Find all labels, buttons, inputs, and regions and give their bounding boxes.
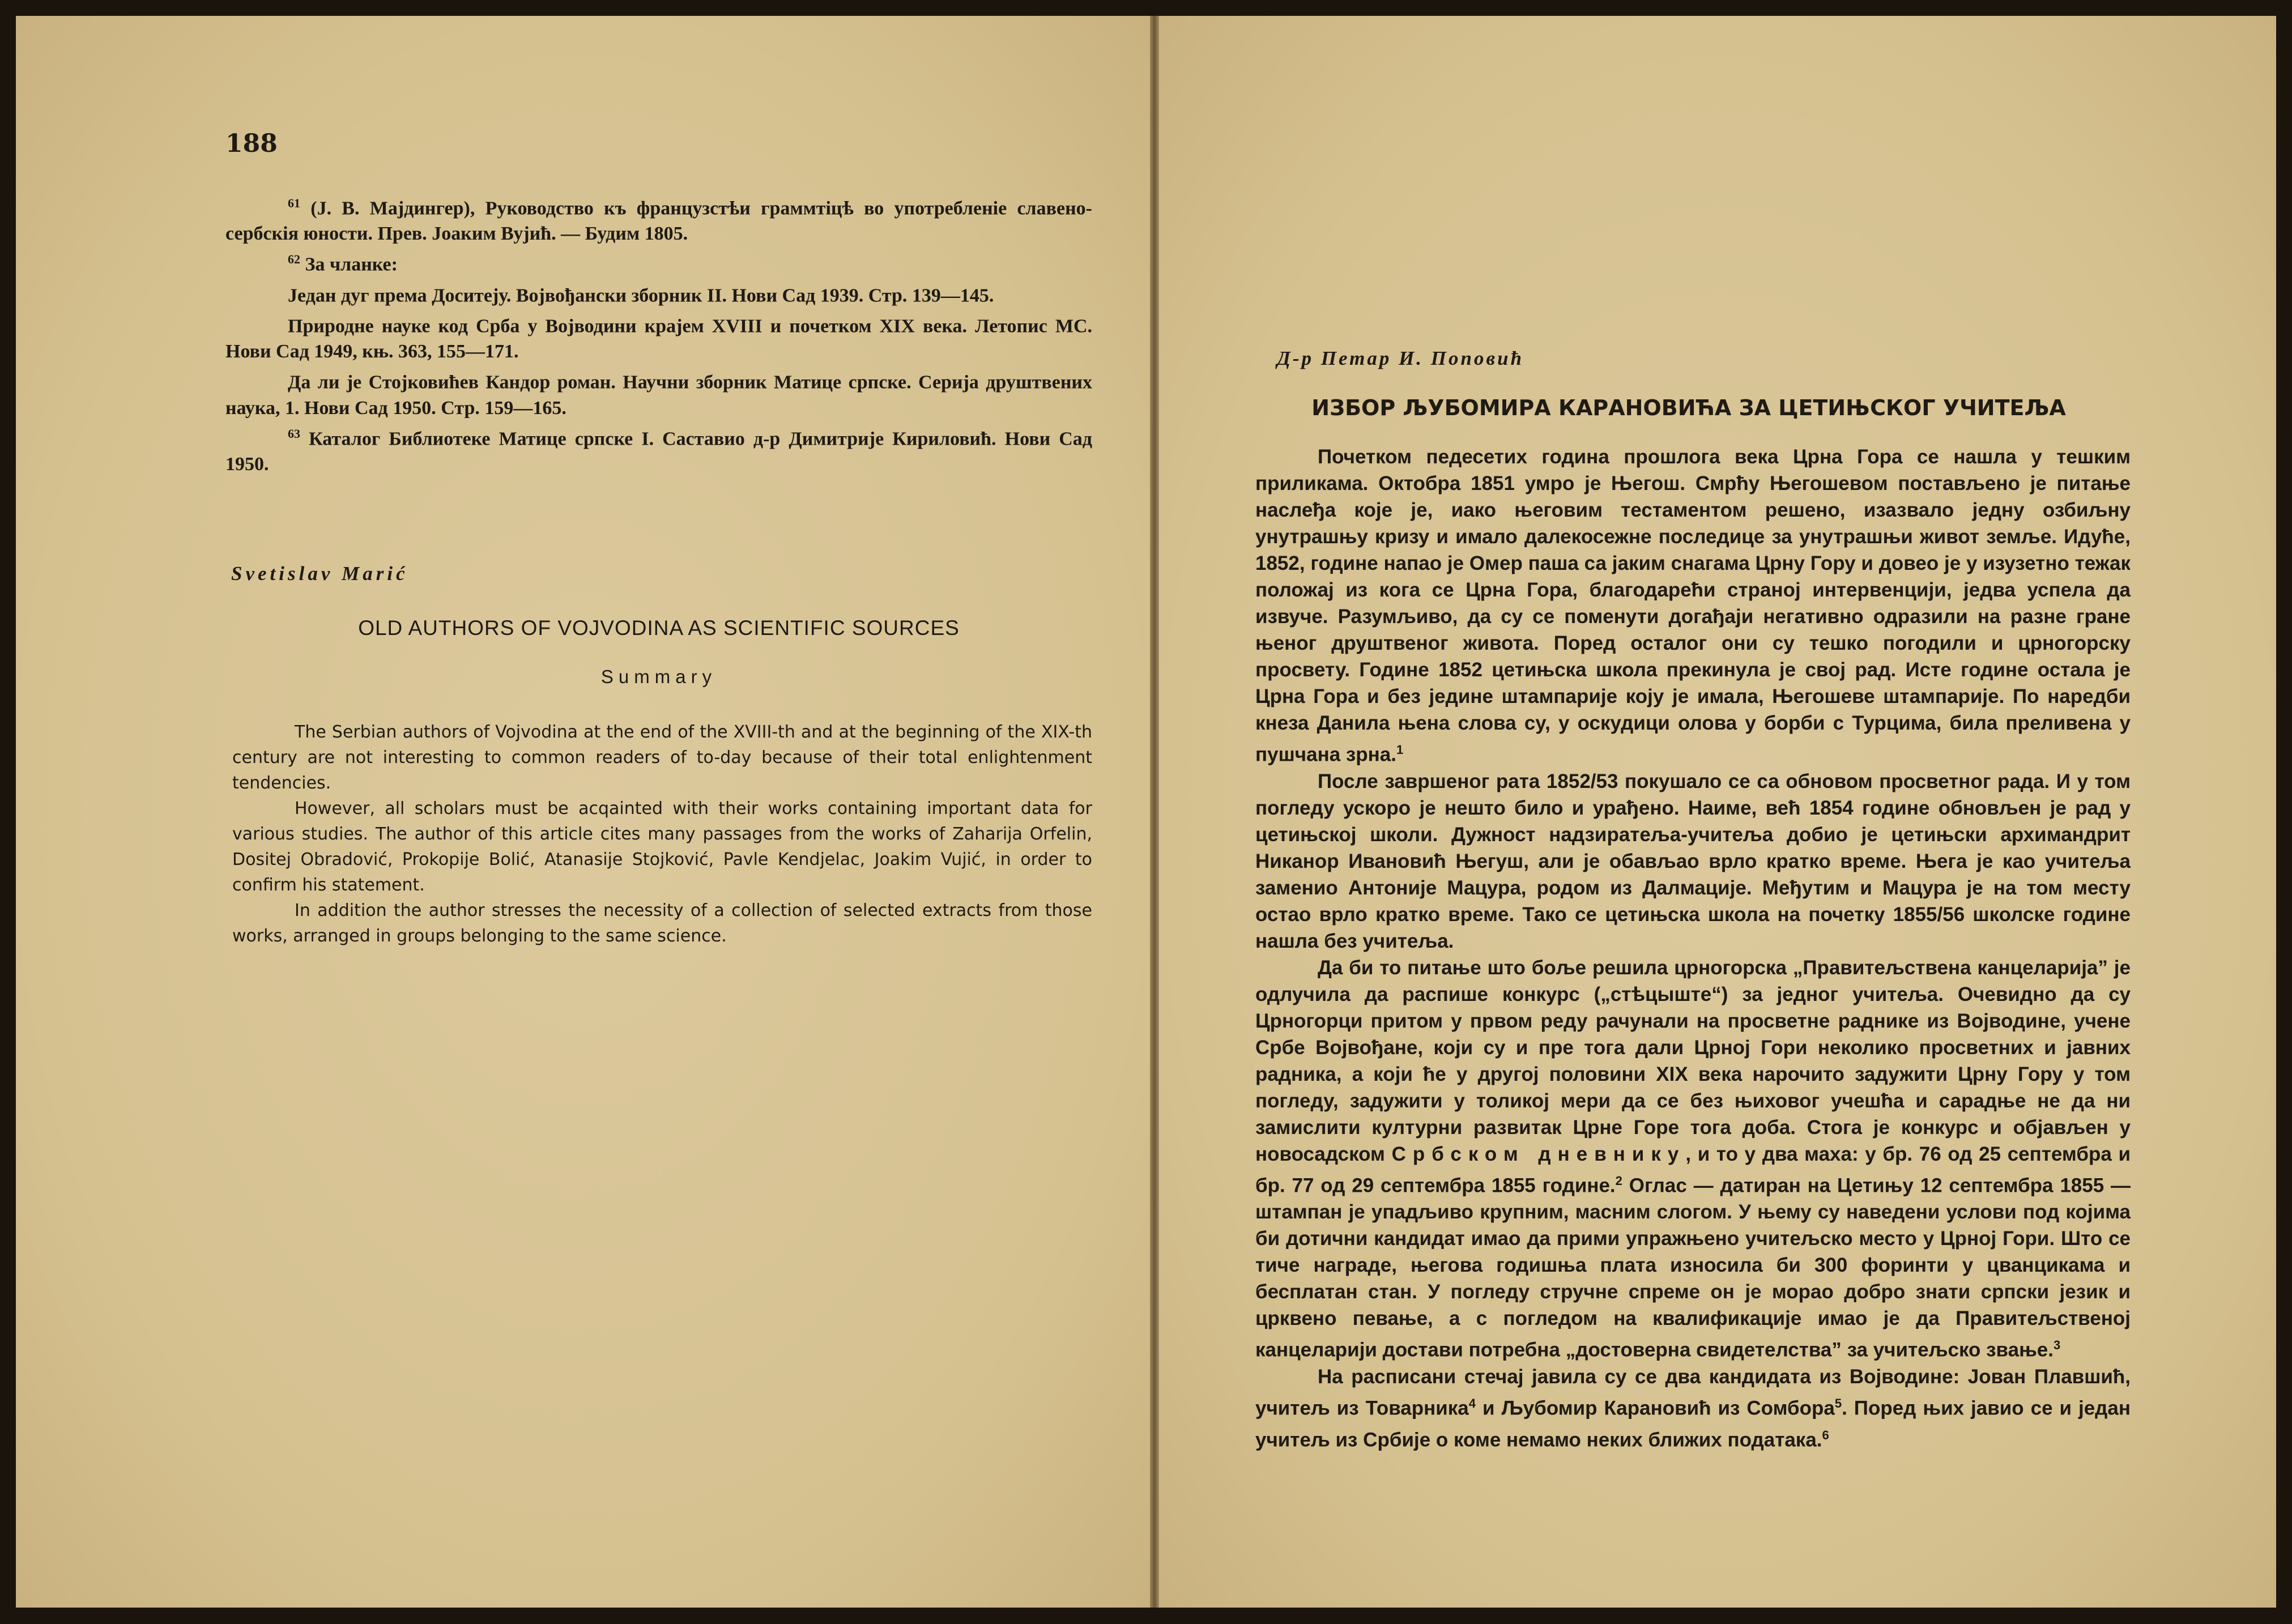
footnote-mark: 63 [288, 426, 300, 441]
summary-text [232, 719, 1092, 949]
paragraph-text: Да би то питање што боље решила црногорска „Правитељствена канцеларија” је одлучила да распише конкурс ( [1255, 956, 2131, 1005]
footnotes [225, 190, 1092, 477]
footnote-text: За чланке: [300, 254, 398, 275]
book-gutter [1150, 16, 1159, 1608]
body-paragraph [1255, 444, 2131, 768]
footnote-ref: 4 [1468, 1396, 1476, 1410]
body-paragraph: После завршеног рата 1852/53 покушало се са обновом просветног рада. И у том погледу ускоро је нешто било и урађено. Наиме, већ 1854 године обновљен је рад у цетињској школи. Дужност надзиратеља-учитеља добио је цетињски архимандрит Никанор Ивановић Његуш, али је обављао врло кратко време. Њега је као учитеља заменио Антоније Мацура, родом из Далмације. Међутим и Мацура је на том месту остао врло кратко време. Тако се цетињска школа на почетку 1855/56 школске године нашла без учитеља. [1255, 770, 2131, 952]
footnote-text: Каталог Библиотеке Матице српске I. Саставио д-р Димитрије Кириловић. Нови Сад 1950. [225, 428, 1092, 475]
summary-author: Svetislav Marić [231, 562, 408, 585]
footnote-text: Један дуг према Доситеју. Војвођански зборник II. Нови Сад 1939. Стр. 139—145. [288, 284, 994, 306]
paragraph-text: ) за једног учитеља. Очевидно да су Црногорци притом у првом реду рачунали на просветне раднике из Војводине, учене Србе Војвођане, који су и пре тога дали Црној Гори неколико просветних и јавних радника, а који ће у другој половини XIX века нарочито задужити Црну Гору у том погледу, задужити у толикој мери да се без њиховог учешћа и сарадње не да ни замислити културни развитак Црне Горе тога доба. Стога је конкурс и објављен у новосадском [1255, 983, 2131, 1165]
footnote [225, 190, 1092, 246]
footnote [225, 278, 1092, 308]
summary-paragraph: In addition the author stresses the necessity of a collection of selected extracts from those works, arranged in groups belonging to the same science. [232, 901, 1092, 946]
body-paragraph [1255, 954, 2131, 1363]
footnote [225, 308, 1092, 364]
quoted-word: „стѣцыште“ [1600, 983, 1722, 1005]
summary-paragraph: The Serbian authors of Vojvodina at the end of the XVIII-th and at the beginning of the XIX-th century are not interesting to common readers of to-day because of their total enlightenment tendencies. [232, 722, 1092, 793]
left-page [16, 16, 1150, 1608]
paragraph-text: Оглас — датиран на Цетињу 12 септембра 1855 — штампан је упадљиво крупним, масним слогом. У њему су наведени услови под којима би дотични кандидат имао да прими упражњено учитељско место у Црној Гори. Што се тиче награде, његова годишња плата износила би 300 форинти у цванцикама и бесплатан стан. У погледу стручне спреме он је морао добро знати српски језик и црквено певање, а с погледом на квалификације имао је да Правитељственој канцеларији достави потребна „достоверна свидетелства” за учитељско звање. [1255, 1174, 2131, 1361]
summary-paragraph: However, all scholars must be acqainted with their works containing important data for various studies. The author of this article cites many passages from the works of Zaharija Orfelin, Dositej Obradović, Prokopije Bolić, Atanasije Stojković, Pavle Kendjelac, Joakim Vujić, in order to confirm his statement. [232, 799, 1092, 895]
paragraph-text: , и то у два маха: у бр. 76 од 25 септембра и бр. 77 од 29 септембра 1855 године. [1255, 1143, 2131, 1197]
summary-heading: Summary [600, 666, 717, 687]
footnote-mark: 62 [288, 252, 300, 267]
footnote-ref: 2 [1615, 1173, 1622, 1188]
footnote [225, 246, 1092, 277]
page-number: 188 [225, 129, 278, 158]
article-author: Д-р Петар И. Поповић [1277, 347, 1524, 369]
newspaper-name: Србском дневнику [1391, 1143, 1686, 1165]
footnote-text: Природне науке код Срба у Војводини крајем XVIII и почетком XIX века. Летопис МС. Нови Сад 1949, књ. 363, 155—171. [225, 316, 1092, 363]
footnote-text: Да ли је Стојковићев Кандор роман. Научни зборник Матице српске. Серија друштвених наука, 1. Нови Сад 1950. Стр. 159—165. [225, 372, 1092, 419]
footnote-ref: 1 [1396, 743, 1404, 757]
right-page [1159, 16, 2276, 1608]
footnote-mark: 61 [288, 196, 300, 210]
footnote-ref: 3 [2053, 1338, 2061, 1353]
paragraph-text: На расписани стечај јавила су се два кандидата из Војводине: Јован Плавшић, учитељ из Товарника [1255, 1365, 2131, 1420]
footnote [225, 421, 1092, 477]
footnote [225, 364, 1092, 420]
paragraph-text: . Поред њих јавио се и један учитељ из Србије о коме немамо неких ближих података. [1255, 1397, 2131, 1451]
article-title: ИЗБОР ЉУБОМИРА КАРАНОВИЋА ЗА ЦЕТИЊСКОГ УЧИТЕЉА [1311, 395, 2066, 420]
footnote-ref: 5 [1834, 1396, 1842, 1410]
footnote-text: (J. B. Мајдингер), Руководство къ французстѣи граммтіцѣ во употребленіе славено-сербскія юности. Прев. Јоаким Вујић. — Будим 1805. [225, 198, 1092, 245]
paragraph-text: и Љубомир Карановић из Сомбора [1476, 1397, 1835, 1420]
summary-title: OLD AUTHORS OF VOJVODINA AS SCIENTIFIC SOURCES [358, 616, 960, 640]
article-body [1255, 444, 2131, 1453]
body-paragraph [1255, 1363, 2131, 1453]
paragraph-text: Почетком педесетих година прошлога века Црна Гора се нашла у тешким приликама. Октобра 1851 умро је Његош. Смрћу Његошевом постављено је питање наслеђа које је, иако његовим тестаментом решено, изазвало једну озбиљну унутрашњу кризу и имало далекосежне последице за унутрашњи живот земље. Идуће, 1852, године напао је Омер паша са јаким снагама Црну Гору и довео је у изузетно тежак положај из кога се Црна Гора, благодарећи страној интервенцији, једва успела да извуче. Разумљиво, да су се поменути догађаји негативно одразили на разне гране њеног друштвеног живота. Поред осталог они су тешко погодили и црногорску просвету. Године 1852 цетињска школа прекинула је свој рад. Исте године остала је Црна Гора и без једине штампарије коју је имала, Његошеве штампарије. По наредби кнеза Данила њена слова су, у оскудици олова у борби с Турцима, била преливена у пушчана зрна. [1255, 446, 2131, 766]
footnote-ref: 6 [1822, 1427, 1829, 1442]
